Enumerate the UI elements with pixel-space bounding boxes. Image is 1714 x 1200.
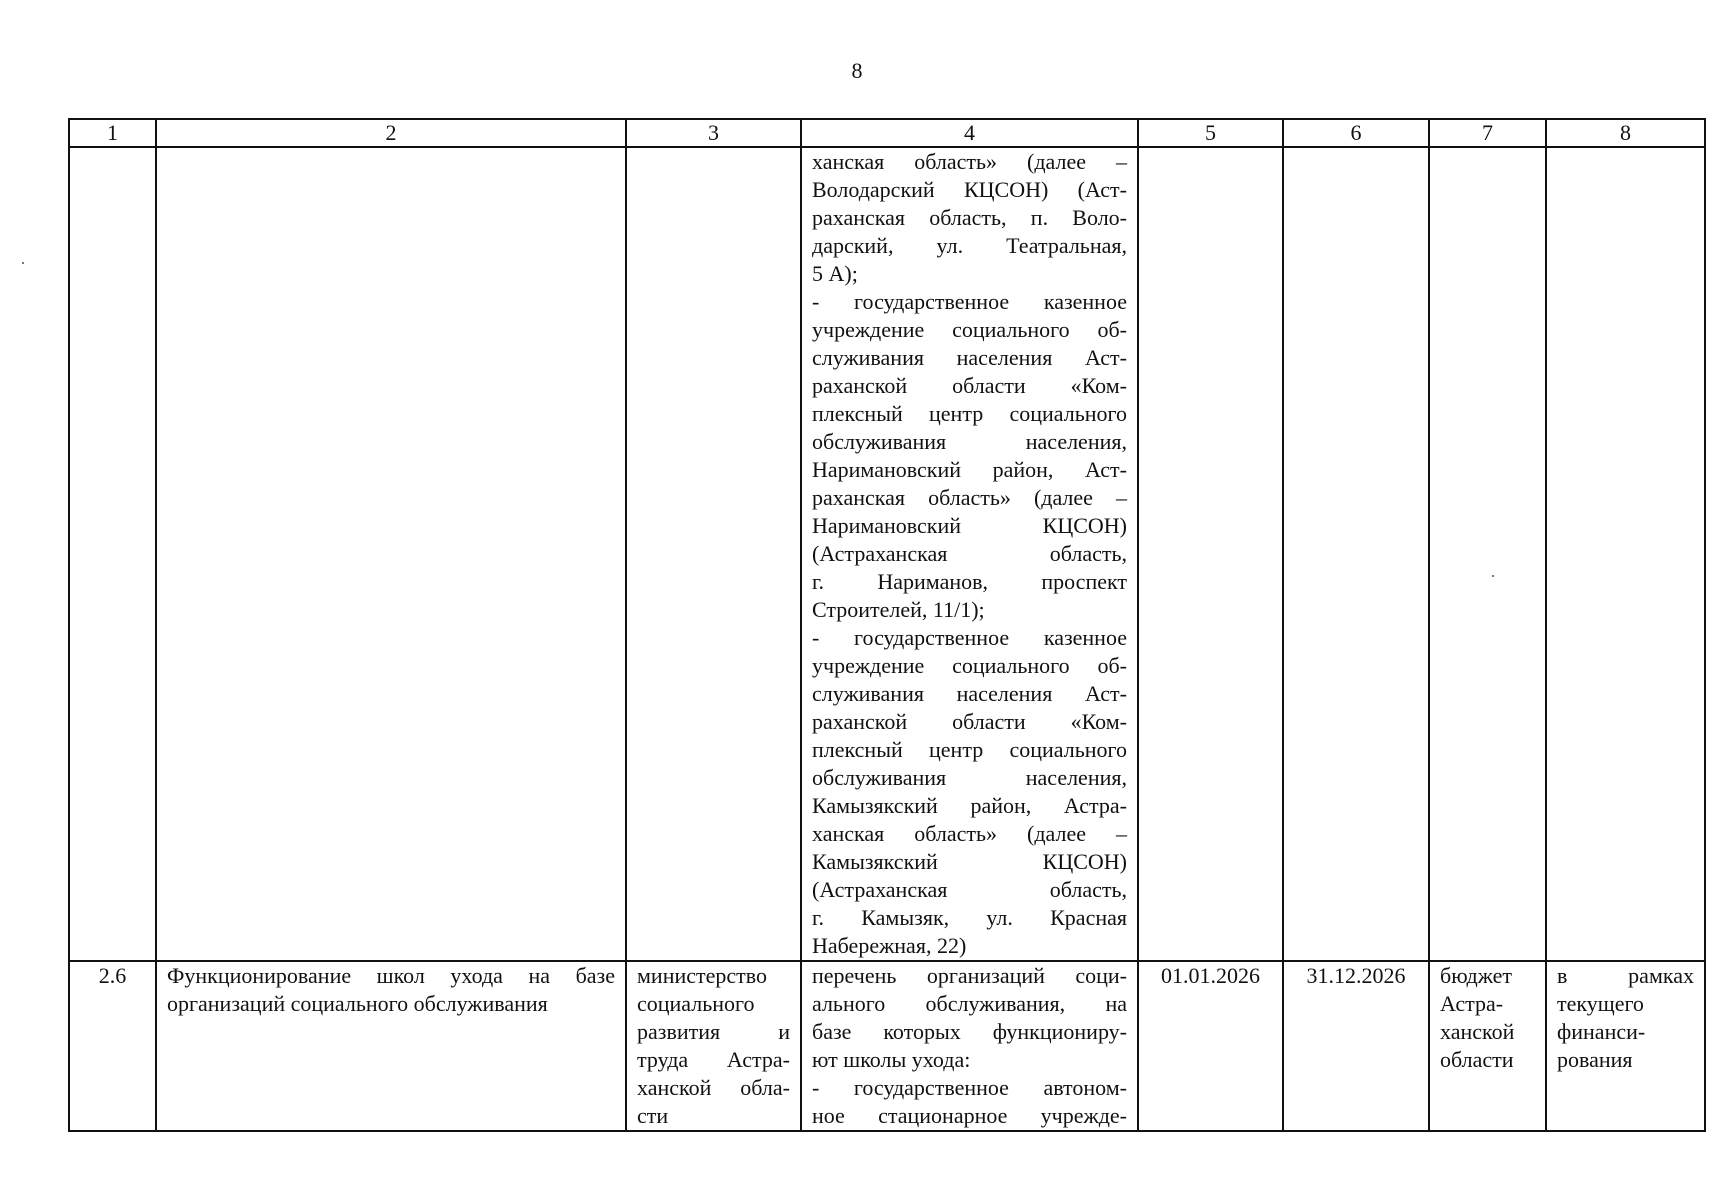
- text-line: Набережная, 22): [812, 933, 967, 958]
- executor-cell: [626, 961, 801, 1131]
- header-col-3: 3: [626, 119, 801, 147]
- text-line: ное стационарное учрежде-: [812, 1103, 1127, 1128]
- text-line: плексный центр социального: [812, 401, 1127, 426]
- scan-speck: [22, 262, 24, 264]
- text-line: учреждение социального об-: [812, 653, 1127, 678]
- text-line: - государственное казенное: [812, 289, 1127, 314]
- text-line: Камызякский район, Астра-: [812, 793, 1127, 818]
- text-line: учреждение социального об-: [812, 317, 1127, 342]
- start-date: 01.01.2026: [1138, 961, 1283, 1131]
- text-line: раханская область, п. Воло-: [812, 205, 1127, 230]
- end-date: 31.12.2026: [1283, 961, 1429, 1131]
- continuation-cell-6: [1283, 147, 1429, 961]
- text-line: Володарский КЦСОН) (Аст-: [812, 177, 1127, 202]
- text-line: Наримановский КЦСОН): [812, 513, 1127, 538]
- text-line: раханская область» (далее –: [812, 485, 1127, 510]
- text-line: служивания населения Аст-: [812, 681, 1127, 706]
- text-line: социального: [637, 991, 755, 1016]
- text-line: текущего: [1557, 991, 1644, 1016]
- text-line: ханская область» (далее –: [812, 149, 1127, 174]
- text-line: сти: [637, 1103, 669, 1128]
- measure-name: Функционирование школ ухода на базе организаций социального обслуживания: [156, 961, 626, 1131]
- text-line: ханской обла-: [637, 1075, 790, 1100]
- text-line: дарский, ул. Театральная,: [812, 233, 1127, 258]
- text-line: (Астраханская область,: [812, 877, 1127, 902]
- text-line: служивания населения Аст-: [812, 345, 1127, 370]
- continuation-row: [69, 147, 1705, 961]
- header-col-6: 6: [1283, 119, 1429, 147]
- text-line: Астра-: [1440, 991, 1504, 1016]
- text-line: в рамках: [1557, 963, 1694, 988]
- text-line: Камызякский КЦСОН): [812, 849, 1127, 874]
- text-line: ют школы ухода:: [812, 1047, 971, 1072]
- scan-speck: [1492, 575, 1494, 577]
- continuation-cell-7: [1429, 147, 1546, 961]
- financing-cell: [1546, 961, 1705, 1131]
- continuation-cell-5: [1138, 147, 1283, 961]
- text-line: г. Камызяк, ул. Красная: [812, 905, 1127, 930]
- text-line: бюджет: [1440, 963, 1512, 988]
- text-line: - государственное автоном-: [812, 1075, 1127, 1100]
- text-line: труда Астра-: [637, 1047, 790, 1072]
- text-line: обслуживания населения,: [812, 429, 1127, 454]
- table-row: [69, 961, 1705, 1131]
- text-line: рования: [1557, 1047, 1633, 1072]
- text-line: Строителей, 11/1);: [812, 597, 985, 622]
- text-line: раханской области «Ком-: [812, 709, 1127, 734]
- text-line: г. Нариманов, проспект: [812, 569, 1127, 594]
- continuation-cell-1: [69, 147, 156, 961]
- result-cell: [801, 961, 1138, 1131]
- header-col-2: 2: [156, 119, 626, 147]
- text-line: финанси-: [1557, 1019, 1646, 1044]
- text-line: базе которых функциониру-: [812, 1019, 1127, 1044]
- document-table: [68, 118, 1706, 1132]
- text-line: раханской области «Ком-: [812, 373, 1127, 398]
- text-line: перечень организаций соци-: [812, 963, 1127, 988]
- funding-source-cell: [1429, 961, 1546, 1131]
- text-line: ханской: [1440, 1019, 1515, 1044]
- continuation-result-cell: [801, 147, 1138, 961]
- header-col-8: 8: [1546, 119, 1705, 147]
- row-number: 2.6: [69, 961, 156, 1131]
- text-line: министерство: [637, 963, 768, 988]
- text-line: 5 А);: [812, 261, 858, 286]
- continuation-cell-3: [626, 147, 801, 961]
- text-line: Наримановский район, Аст-: [812, 457, 1127, 482]
- text-line: плексный центр социального: [812, 737, 1127, 762]
- text-line: ханская область» (далее –: [812, 821, 1127, 846]
- text-line: - государственное казенное: [812, 625, 1127, 650]
- header-col-5: 5: [1138, 119, 1283, 147]
- continuation-cell-8: [1546, 147, 1705, 961]
- continuation-cell-2: [156, 147, 626, 961]
- text-line: области: [1440, 1047, 1514, 1072]
- header-row: [69, 119, 1705, 147]
- text-line: (Астраханская область,: [812, 541, 1127, 566]
- header-col-1: 1: [69, 119, 156, 147]
- text-line: развития и: [637, 1019, 790, 1044]
- header-col-4: 4: [801, 119, 1138, 147]
- header-col-7: 7: [1429, 119, 1546, 147]
- text-line: ального обслуживания, на: [812, 991, 1127, 1016]
- page-number: 8: [851, 58, 863, 83]
- text-line: обслуживания населения,: [812, 765, 1127, 790]
